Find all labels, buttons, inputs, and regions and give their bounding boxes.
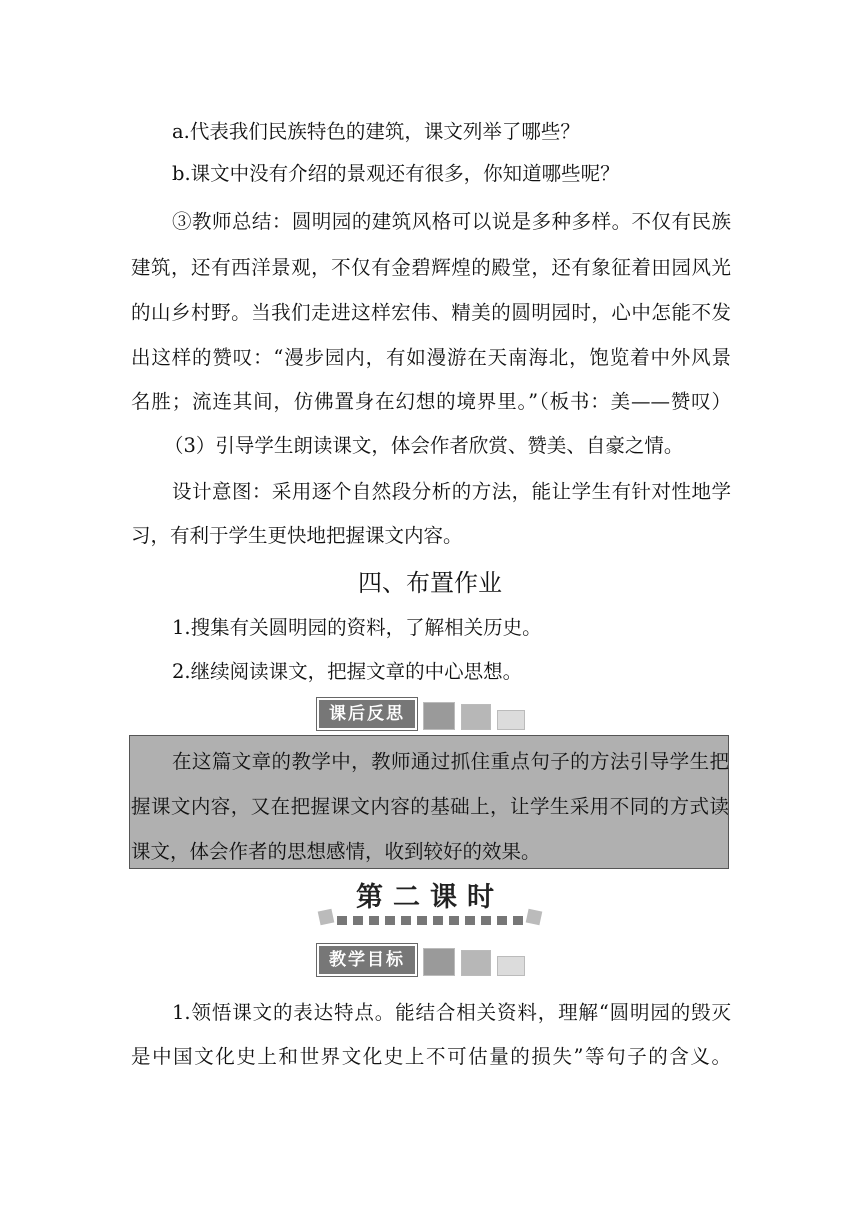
summary-line: 出这样的赞叹：“漫步园内，有如漫游在天南海北，饱览着中外风景 [131, 346, 731, 369]
question-b: b.课文中没有介绍的景观还有很多，你知道哪些呢？ [172, 162, 620, 185]
goal-line: 是中国文化史上和世界文化史上不可估量的损失”等句子的含义。 [131, 1045, 731, 1068]
reflection-line: 课文，体会作者的思想感情，收到较好的效果。 [131, 840, 541, 863]
summary-line: 的山乡村野。当我们走进这样宏伟、精美的圆明园时，心中怎能不发 [131, 301, 731, 324]
decor-square [497, 710, 525, 730]
reflection-box [129, 735, 729, 869]
lesson-title: 第二课时 [356, 882, 504, 913]
design-line: 习，有利于学生更快地把握课文内容。 [131, 524, 463, 547]
reflection-line: 握课文内容，又在把握课文内容的基础上，让学生采用不同的方式读 [131, 795, 729, 818]
goals-badge-label: 教学目标 [317, 944, 417, 976]
lesson-divider [317, 908, 543, 928]
decor-square [461, 950, 491, 976]
decor-square [461, 704, 491, 730]
summary-line: ③教师总结：圆明园的建筑风格可以说是多种多样。不仅有民族 [172, 210, 731, 233]
reflection-badge-label: 课后反思 [317, 698, 417, 730]
decor-square [423, 948, 455, 976]
summary-line: 建筑，还有西洋景观，不仅有金碧辉煌的殿堂，还有象征着田园风光 [131, 256, 731, 279]
reflection-badge [317, 698, 525, 730]
reflection-line: 在这篇文章的教学中，教师通过抓住重点句子的方法引导学生把 [172, 750, 729, 773]
summary-line: 名胜；流连其间，仿佛置身在幻想的境界里。”（板书：美——赞叹） [131, 390, 731, 413]
step-3: （3）引导学生朗读课文，体会作者欣赏、赞美、自豪之情。 [164, 434, 684, 457]
goal-line: 1.领悟课文的表达特点。能结合相关资料，理解“圆明园的毁灭 [172, 1001, 731, 1024]
section-title: 四、布置作业 [358, 569, 502, 597]
question-a: a.代表我们民族特色的建筑，课文列举了哪些？ [172, 120, 580, 143]
decor-square [423, 702, 455, 730]
homework-item: 2.继续阅读课文，把握文章的中心思想。 [172, 660, 523, 683]
design-line: 设计意图：采用逐个自然段分析的方法，能让学生有针对性地学 [172, 480, 731, 503]
goals-badge [317, 944, 525, 976]
decor-square [497, 956, 525, 976]
homework-item: 1.搜集有关圆明园的资料，了解相关历史。 [172, 616, 542, 639]
